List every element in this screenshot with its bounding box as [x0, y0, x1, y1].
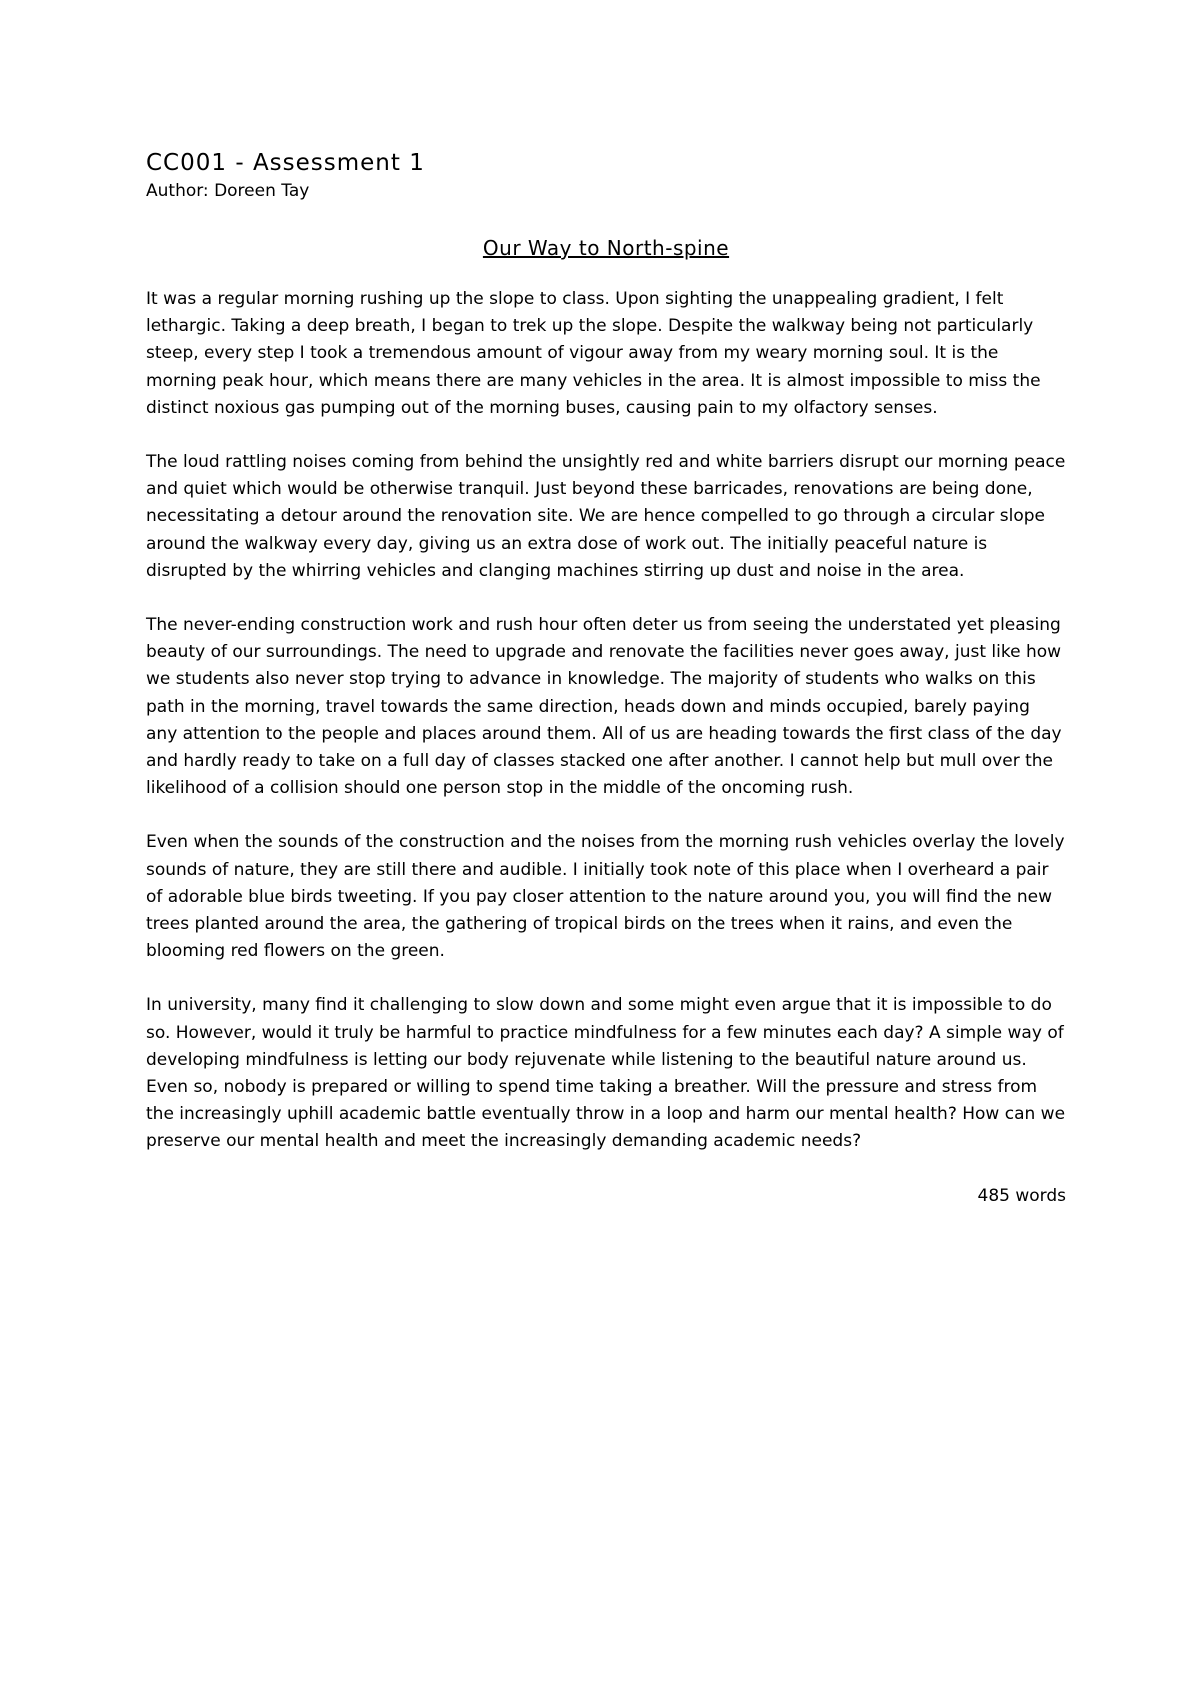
- essay-title: Our Way to North-spine: [482, 236, 730, 260]
- paragraph-2: The loud rattling noises coming from behind the unsightly red and white barriers disrupt our morning peace and quiet which would be otherwise tranquil. Just beyond these barricades, renovations are being done, necessitating a detour around the renovation site. We are hence compelled to go through a circular slope around the walkway every day, giving us an extra dose of work out. The initially peaceful nature is disrupted by the whirring vehicles and clanging machines stirring up dust and noise in the area.: [146, 452, 1066, 581]
- word-count: 485 words: [977, 1185, 1066, 1206]
- paragraph-3: The never-ending construction work and rush hour often deter us from seeing the understated yet pleasing beauty of our surroundings. The need to upgrade and renovate the facilities never goes away, just like how we students also never stop trying to advance in knowledge. The majority of students who walks on this path in the morning, travel towards the same direction, heads down and minds occupied, barely paying any attention to the people and places around them. All of us are heading towards the first class of the day and hardly ready to take on a full day of classes stacked one after another. I cannot help but mull over the likelihood of a collision should one person stop in the middle of the oncoming rush.: [146, 615, 1062, 799]
- author-line: Author: Doreen Tay: [146, 181, 310, 201]
- paragraph-1: It was a regular morning rushing up the slope to class. Upon sighting the unappealing gradient, I felt lethargic. Taking a deep breath, I began to trek up the slope. Despite the walkway being not particularly steep, every step I took a tremendous amount of vigour away from my weary morning soul. It is the morning peak hour, which means there are many vehicles in the area. It is almost impossible to miss the distinct noxious gas pumping out of the morning buses, causing pain to my olfactory senses.: [146, 289, 1041, 418]
- course-title: CC001 - Assessment 1: [146, 150, 425, 176]
- paragraph-5: In university, many find it challenging to slow down and some might even argue that it is impossible to do so. However, would it truly be harmful to practice mindfulness for a few minutes each day? A simple way of developing mindfulness is letting our body rejuvenate while listening to the beautiful nature around us. Even so, nobody is prepared or willing to spend time taking a breather. Will the pressure and stress from the increasingly uphill academic battle eventually throw in a loop and harm our mental health? How can we preserve our mental health and meet the increasingly demanding academic needs?: [146, 995, 1066, 1152]
- paragraph-4: Even when the sounds of the construction and the noises from the morning rush vehicles overlay the lovely sounds of nature, they are still there and audible. I initially took note of this place when I overheard a pair of adorable blue birds tweeting. If you pay closer attention to the nature around you, you will find the new trees planted around the area, the gathering of tropical birds on the trees when it rains, and even the blooming red flowers on the green.: [146, 832, 1065, 962]
- document-page: [146, 148, 1066, 1210]
